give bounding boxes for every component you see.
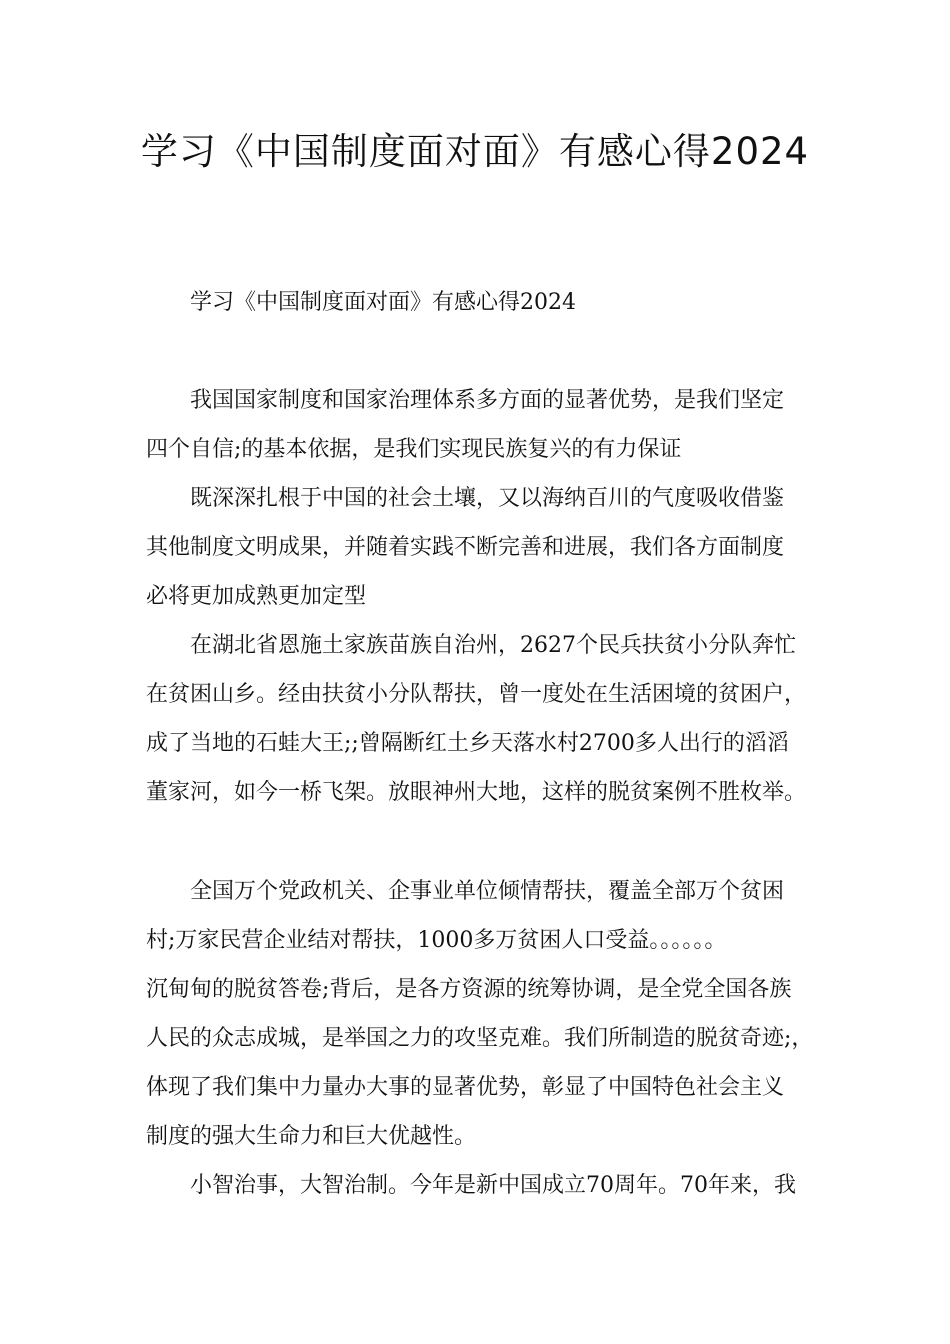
document-subtitle: 学习《中国制度面对面》有感心得2024 bbox=[190, 290, 576, 315]
paragraph-3 bbox=[146, 621, 811, 817]
paragraph-line: 体现了我们集中力量办大事的显著优势，彰显了中国特色社会主义 bbox=[146, 1075, 785, 1100]
paragraph-5 bbox=[146, 1161, 811, 1210]
paragraph-line: 制度的强大生命力和巨大优越性。 bbox=[146, 1124, 477, 1149]
paragraph-line: 小智治事，大智治制。今年是新中国成立70周年。70年来，我 bbox=[190, 1173, 796, 1198]
paragraph-line: 必将更加成熟更加定型 bbox=[146, 584, 367, 609]
paragraph-line: 沉甸甸的脱贫答卷;背后，是各方资源的统筹协调，是全党全国各族 bbox=[146, 977, 792, 1002]
paragraph-line: 全国万个党政机关、企事业单位倾情帮扶，覆盖全部万个贫困 bbox=[190, 879, 785, 904]
paragraph-line: 董家河，如今一桥飞架。放眼神州大地，这样的脱贫案例不胜枚举。 bbox=[146, 780, 807, 805]
paragraph-line: 四个自信;的基本依据，是我们实现民族复兴的有力保证 bbox=[146, 437, 682, 462]
document-title: 学习《中国制度面对面》有感心得2024 bbox=[140, 130, 810, 173]
body-section-1 bbox=[146, 376, 811, 817]
paragraph-line: 既深深扎根于中国的社会土壤，又以海纳百川的气度吸收借鉴 bbox=[190, 486, 785, 511]
paragraph-4 bbox=[146, 867, 814, 1161]
paragraph-line: 成了当地的石蛙大王;;曾隔断红土乡天落水村2700多人出行的滔滔 bbox=[146, 731, 789, 756]
paragraph-line: 人民的众志成城，是举国之力的攻坚克难。我们所制造的脱贫奇迹;， bbox=[146, 1026, 814, 1051]
paragraph-1 bbox=[146, 376, 811, 474]
document-subtitle-block bbox=[146, 278, 811, 327]
body-section-2 bbox=[146, 867, 814, 1210]
paragraph-line: 村;万家民营企业结对帮扶，1000多万贫困人口受益。。。。。。 bbox=[146, 928, 727, 953]
paragraph-2 bbox=[146, 474, 811, 621]
paragraph-line: 在贫困山乡。经由扶贫小分队帮扶，曾一度处在生活困境的贫困户， bbox=[146, 682, 807, 707]
paragraph-line: 在湖北省恩施土家族苗族自治州，2627个民兵扶贫小分队奔忙 bbox=[190, 633, 796, 658]
paragraph-line: 我国国家制度和国家治理体系多方面的显著优势，是我们坚定 bbox=[190, 388, 785, 413]
paragraph-line: 其他制度文明成果，并随着实践不断完善和进展，我们各方面制度 bbox=[146, 535, 785, 560]
